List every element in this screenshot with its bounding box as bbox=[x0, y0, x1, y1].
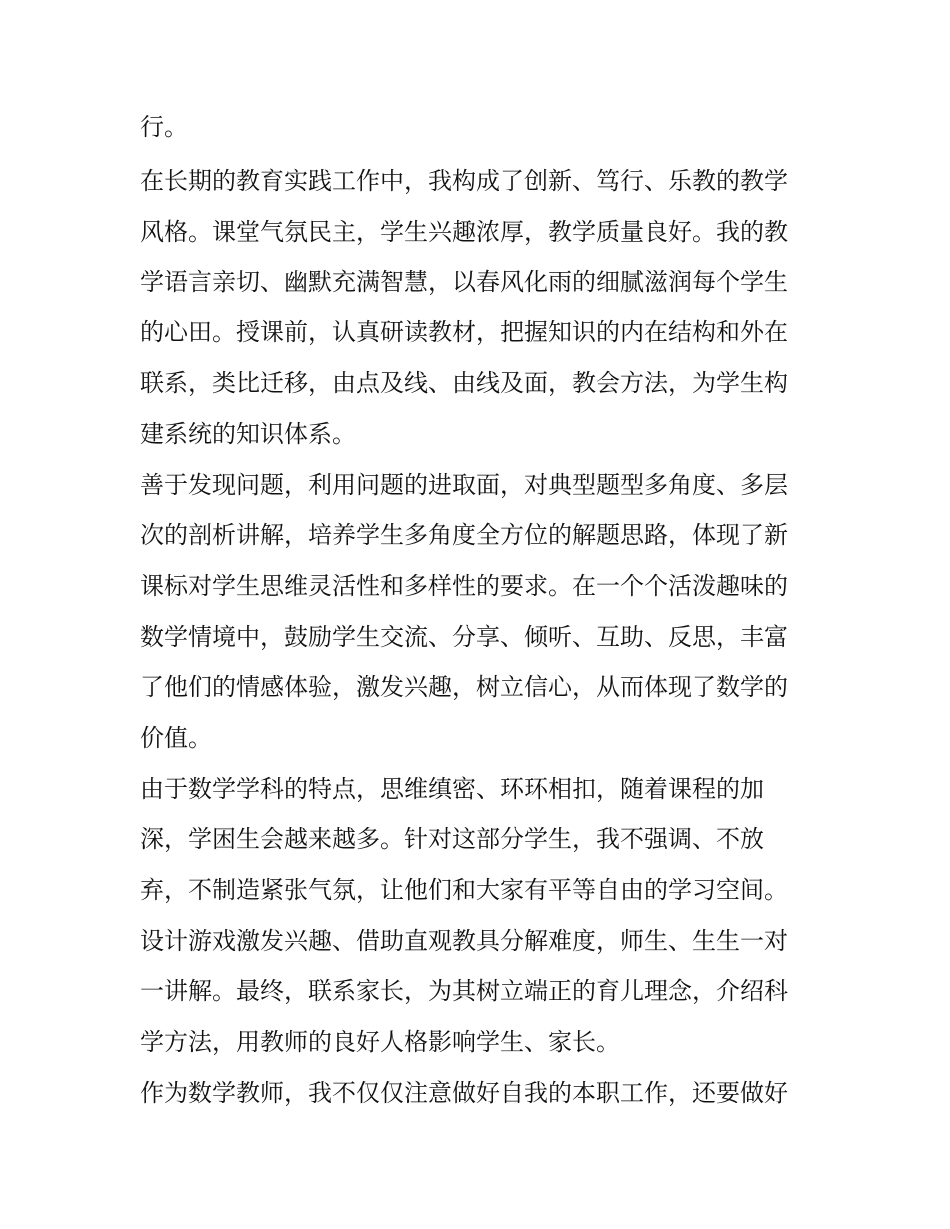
text-line: 学语言亲切、幽默充满智慧，以春风化雨的细腻滋润每个学生 bbox=[140, 268, 788, 296]
text-line: 善于发现问题，利用问题的进取面，对典型题型多角度、多层 bbox=[140, 471, 788, 499]
text-line: 弃，不制造紧张气氛，让他们和大家有平等自由的学习空间。 bbox=[140, 876, 788, 904]
text-line: 的心田。授课前，认真研读教材，把握知识的内在结构和外在 bbox=[140, 318, 788, 346]
text-line: 次的剖析讲解，培养学生多角度全方位的解题思路，体现了新 bbox=[140, 521, 788, 549]
text-line: 学方法，用教师的良好人格影响学生、家长。 bbox=[140, 1028, 620, 1056]
text-line: 了他们的情感体验，激发兴趣，树立信心，从而体现了数学的 bbox=[140, 673, 788, 701]
text-line: 设计游戏激发兴趣、借助直观教具分解难度，师生、生生一对 bbox=[140, 927, 788, 955]
text-line: 在长期的教育实践工作中，我构成了创新、笃行、乐教的教学 bbox=[140, 167, 788, 195]
text-line: 价值。 bbox=[140, 724, 212, 752]
text-line: 风格。课堂气氛民主，学生兴趣浓厚，教学质量良好。我的教 bbox=[140, 218, 788, 246]
text-line: 一讲解。最终，联系家长，为其树立端正的育儿理念，介绍科 bbox=[140, 977, 788, 1005]
text-line: 联系，类比迁移，由点及线、由线及面，教会方法，为学生构 bbox=[140, 369, 788, 397]
text-line: 深，学困生会越来越多。针对这部分学生，我不强调、不放 bbox=[140, 825, 764, 853]
text-line: 数学情境中，鼓励学生交流、分享、倾听、互助、反思，丰富 bbox=[140, 623, 788, 651]
text-line: 建系统的知识体系。 bbox=[140, 420, 356, 448]
text-line: 行。 bbox=[140, 113, 188, 141]
text-line: 课标对学生思维灵活性和多样性的要求。在一个个活泼趣味的 bbox=[140, 572, 788, 600]
text-line: 作为数学教师，我不仅仅注意做好自我的本职工作，还要做好 bbox=[140, 1079, 788, 1107]
text-line: 由于数学学科的特点，思维缜密、环环相扣，随着课程的加 bbox=[140, 775, 764, 803]
